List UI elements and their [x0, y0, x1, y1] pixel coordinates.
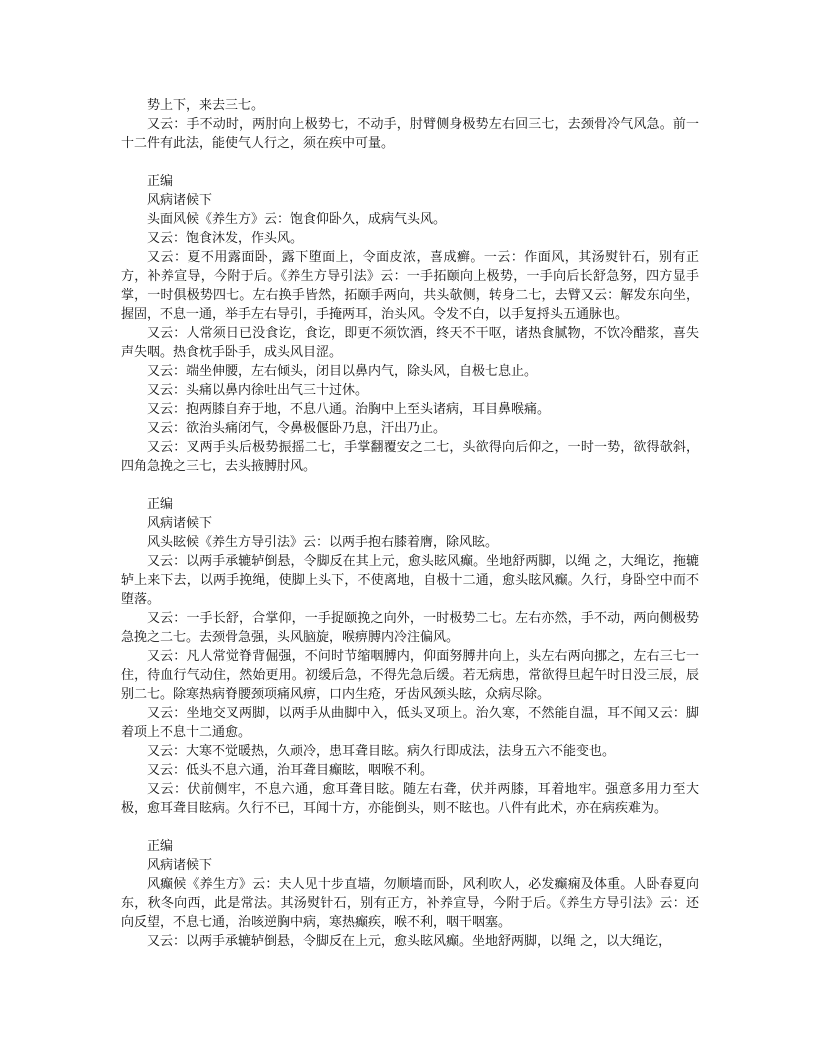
section-gap: [121, 153, 699, 172]
paragraph: 又云：叉两手头后极势振摇二七，手掌翻覆安之二七，头欲得向后仰之，一时一势，欲得欹斜，四角急挽之三七，去头掖膊肘风。: [121, 440, 699, 474]
paragraph: 又云：端坐伸腰，左右倾头，闭目以鼻内气，除头风，自极七息止。: [147, 364, 538, 379]
paragraph: 又云：夏不用露面卧，露下堕面上，令面皮浓，喜成癣。一云：作面风，其汤熨针石，别有正方，补养宣导，今附于后。《养生方导引法》云：一手拓颐向上极势，一手向后长舒急努，四方显手掌，一时俱极势四七。左右换手皆然，拓颐手两向，共头欹侧，转身二七，去臂又云：解发东向坐，握固，不息一通，举手左右导引，手掩两耳，治头风。令发不白，以手复捋头五通脉也。: [121, 250, 699, 322]
paragraph: 风癫候《养生方》云：夫人见十步直墙，勿顺墙而卧，风利吹人，必发癫痫及体重。人卧春夏向东，秋冬向西，此是常法。其汤熨针石，别有正方，补养宣导，今附于后。《养生方导引法》云：还向反望，不息七通，治咳逆胸中病，寒热癫疾，喉不利，咽干咽塞。: [121, 877, 699, 930]
paragraph: 势上下，来去三七。: [147, 98, 265, 113]
paragraph: 又云：头痛以鼻内徐吐出气三十过休。: [147, 383, 369, 398]
paragraph: 又云：凡人常觉脊背倔强，不问时节缩咽膊内，仰面努膊井向上，头左右两向挪之，左右三七一住，待血行气动住，然始更用。初缓后急，不得先急后缓。若无病患，常欲得旦起午时日没三辰，辰别二七。除寒热病脊腰颈项痛风痹，口内生疮，牙齿风颈头眩，众病尽除。: [121, 649, 699, 702]
section-heading: 风病诸候下: [147, 516, 213, 531]
section-gap: [121, 476, 699, 495]
paragraph: 又云：手不动时，两肘向上极势七，不动手，肘臂侧身极势左右回三七，去颈骨冷气风急。前一十二件有此法，能使气人行之，须在疾中可量。: [121, 117, 699, 151]
section-label: 正编: [147, 497, 174, 512]
paragraph: 又云：饱食沐发，作头风。: [147, 231, 304, 246]
section-label: 正编: [147, 839, 174, 854]
paragraph: 风头眩候《养生方导引法》云：以两手抱右膝着膺，除风眩。: [147, 535, 499, 550]
paragraph: 又云：大寒不觉暖热，久顽冷，患耳聋目眩。病久行即成法，法身五六不能变也。: [147, 744, 616, 759]
paragraph: 又云：以两手承辘轳倒悬，令脚反在其上元，愈头眩风癫。坐地舒两脚，以绳 之，大绳讫，拖辘轳上来下去，以两手挽绳，使脚上头下，不使离地，自极十二通，愈头眩风癫。久行，身卧空中而不堕落。: [121, 554, 699, 607]
paragraph: 又云：坐地交叉两脚，以两手从曲脚中入，低头叉项上。治久寒，不然能自温，耳不闻又云：脚着项上不息十二通愈。: [121, 706, 699, 740]
section-heading: 风病诸候下: [147, 193, 213, 208]
paragraph: 又云：以两手承辘轳倒悬，令脚反在上元，愈头眩风癫。坐地舒两脚，以绳 之，以大绳讫，: [147, 934, 672, 949]
paragraph: 又云：人常须日已没食讫，食讫，即更不须饮酒，终天不干呕，诸热食腻物，不饮冷醋浆，喜失声失咽。热食枕手卧手，成头风目涩。: [121, 326, 699, 360]
paragraph: 头面风候《养生方》云：饱食仰卧久，成病气头风。: [147, 212, 447, 227]
section-gap: [121, 818, 699, 837]
paragraph: 又云：低头不息六通，治耳聋目癫眩，咽喉不利。: [147, 763, 434, 778]
text-column: [121, 96, 699, 951]
section-heading: 风病诸候下: [147, 858, 213, 873]
paragraph: 又云：伏前侧牢，不息六通，愈耳聋目眩。随左右聋，伏并两膝，耳着地牢。强意多用力至大极，愈耳聋目眩病。久行不已，耳闻十方，亦能倒头，则不眩也。八件有此术，亦在病疾难为。: [121, 782, 699, 816]
paragraph: 又云：欲治头痛闭气，令鼻极偃卧乃息，汗出乃止。: [147, 421, 447, 436]
paragraph: 又云：一手长舒，合掌仰，一手捉颐挽之向外，一时极势二七。左右亦然，手不动，两向侧极势急挽之二七。去颈骨急强，头风脑旋，喉痹膊内冷注偏风。: [121, 611, 699, 645]
section-label: 正编: [147, 174, 174, 189]
paragraph: 又云：抱两膝自弃于地，不息八通。治胸中上至头诸病，耳目鼻喉痛。: [147, 402, 551, 417]
